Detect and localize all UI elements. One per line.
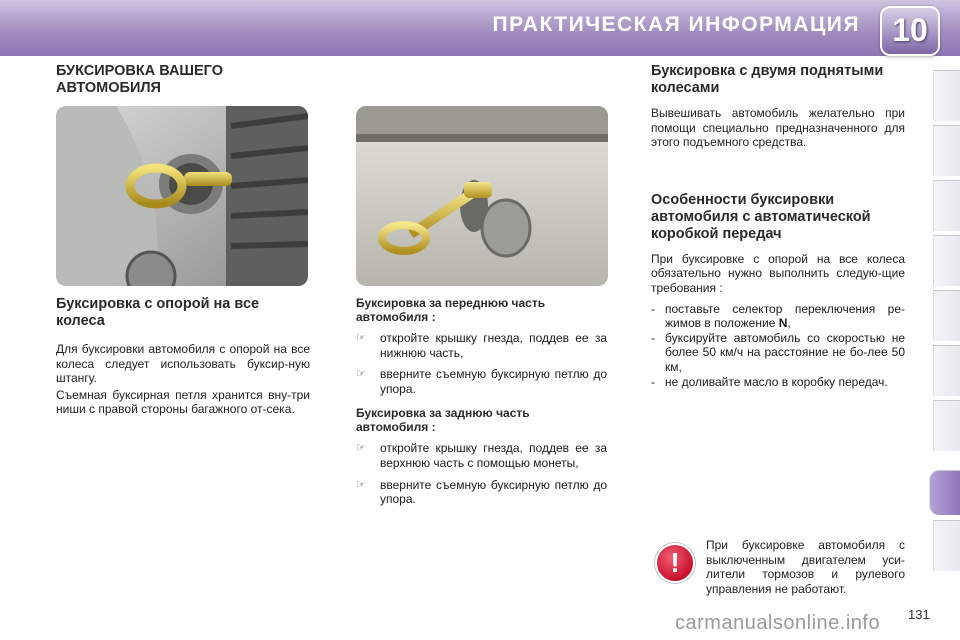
side-tab[interactable] xyxy=(933,290,960,341)
warning-text: При буксировке автомобиля с выключенным двигателем уси-лители тормозов и рулевого управления не работают. xyxy=(706,538,905,596)
auto-gearbox-heading: Особенности буксировки автомобиля с автоматической коробкой передач xyxy=(651,191,871,242)
chapter-title: ПРАКТИЧЕСКАЯ ИНФОРМАЦИЯ xyxy=(492,13,860,36)
pointing-hand-icon: ☞ xyxy=(356,332,366,344)
list-item: - не доливайте масло в коробку передач. xyxy=(651,374,888,389)
side-tab[interactable] xyxy=(933,70,960,121)
column-2-text xyxy=(356,296,607,507)
pointing-hand-icon: ☞ xyxy=(356,478,366,491)
front-tow-photo xyxy=(56,106,308,286)
chapter-header xyxy=(0,0,960,56)
side-tab-active[interactable] xyxy=(929,470,960,515)
section-heading: БУКСИРОВКА ВАШЕГО АВТОМОБИЛЯ xyxy=(56,63,223,96)
side-tab[interactable] xyxy=(933,520,960,571)
side-tabs xyxy=(930,70,960,570)
list-item: ☞ откройте крышку гнезда, поддев ее за нижнюю часть, xyxy=(356,331,607,360)
paragraph: При буксировке с опорой на все колеса обязательно нужно выполнить следую-щие требования : xyxy=(651,251,905,295)
warning-note xyxy=(706,538,905,596)
side-tab[interactable] xyxy=(933,235,960,286)
front-heading: Буксировка за переднюю часть автомобиля : xyxy=(356,296,546,324)
side-tab[interactable] xyxy=(933,345,960,396)
list-item: - буксируйте автомобиль со скоростью не более 50 км/ч на расстояние не бо-лее 50 км, xyxy=(651,330,905,374)
column-1-text xyxy=(56,296,310,417)
paragraph: Съемная буксирная петля хранится вну-три ниши с правой стороны багажного от-сека. xyxy=(56,387,310,417)
column-1 xyxy=(56,63,311,97)
page-number: 131 xyxy=(908,607,930,622)
list-item: ☞ вверните съемную буксирную петлю до упора. xyxy=(356,367,607,396)
pointing-hand-icon: ☞ xyxy=(356,368,366,381)
paragraph: Вывешивать автомобиль желательно при помощи специально предназначенного для этого подъемного средства. xyxy=(651,106,905,150)
list-item: - поставьте селектор переключения ре-жимов в положение N, xyxy=(651,301,905,331)
paragraph: Для буксировки автомобиля с опорой на все колеса следует использовать буксир-ную штангу. xyxy=(56,342,310,386)
pointing-hand-icon: ☞ xyxy=(356,442,366,455)
list-item: ☞ откройте крышку гнезда, поддев ее за верхнюю часть с помощью монеты, xyxy=(356,441,607,470)
side-tab[interactable] xyxy=(933,180,960,231)
rear-tow-photo xyxy=(356,106,608,286)
sub-heading: Буксировка с опорой на все колеса xyxy=(56,296,260,329)
side-tab[interactable] xyxy=(933,400,960,451)
column-3-text xyxy=(651,63,905,389)
rear-heading: Буксировка за заднюю часть автомобиля : xyxy=(356,406,530,435)
chapter-badge: 10 xyxy=(880,6,940,56)
watermark: carmanualsonline.info xyxy=(675,612,881,634)
exclamation-icon: ! xyxy=(655,543,695,583)
list-item: ☞ вверните съемную буксирную петлю до упора. xyxy=(356,477,607,507)
side-tab[interactable] xyxy=(933,125,960,176)
lifted-heading: Буксировка с двумя поднятыми колесами xyxy=(651,63,884,96)
